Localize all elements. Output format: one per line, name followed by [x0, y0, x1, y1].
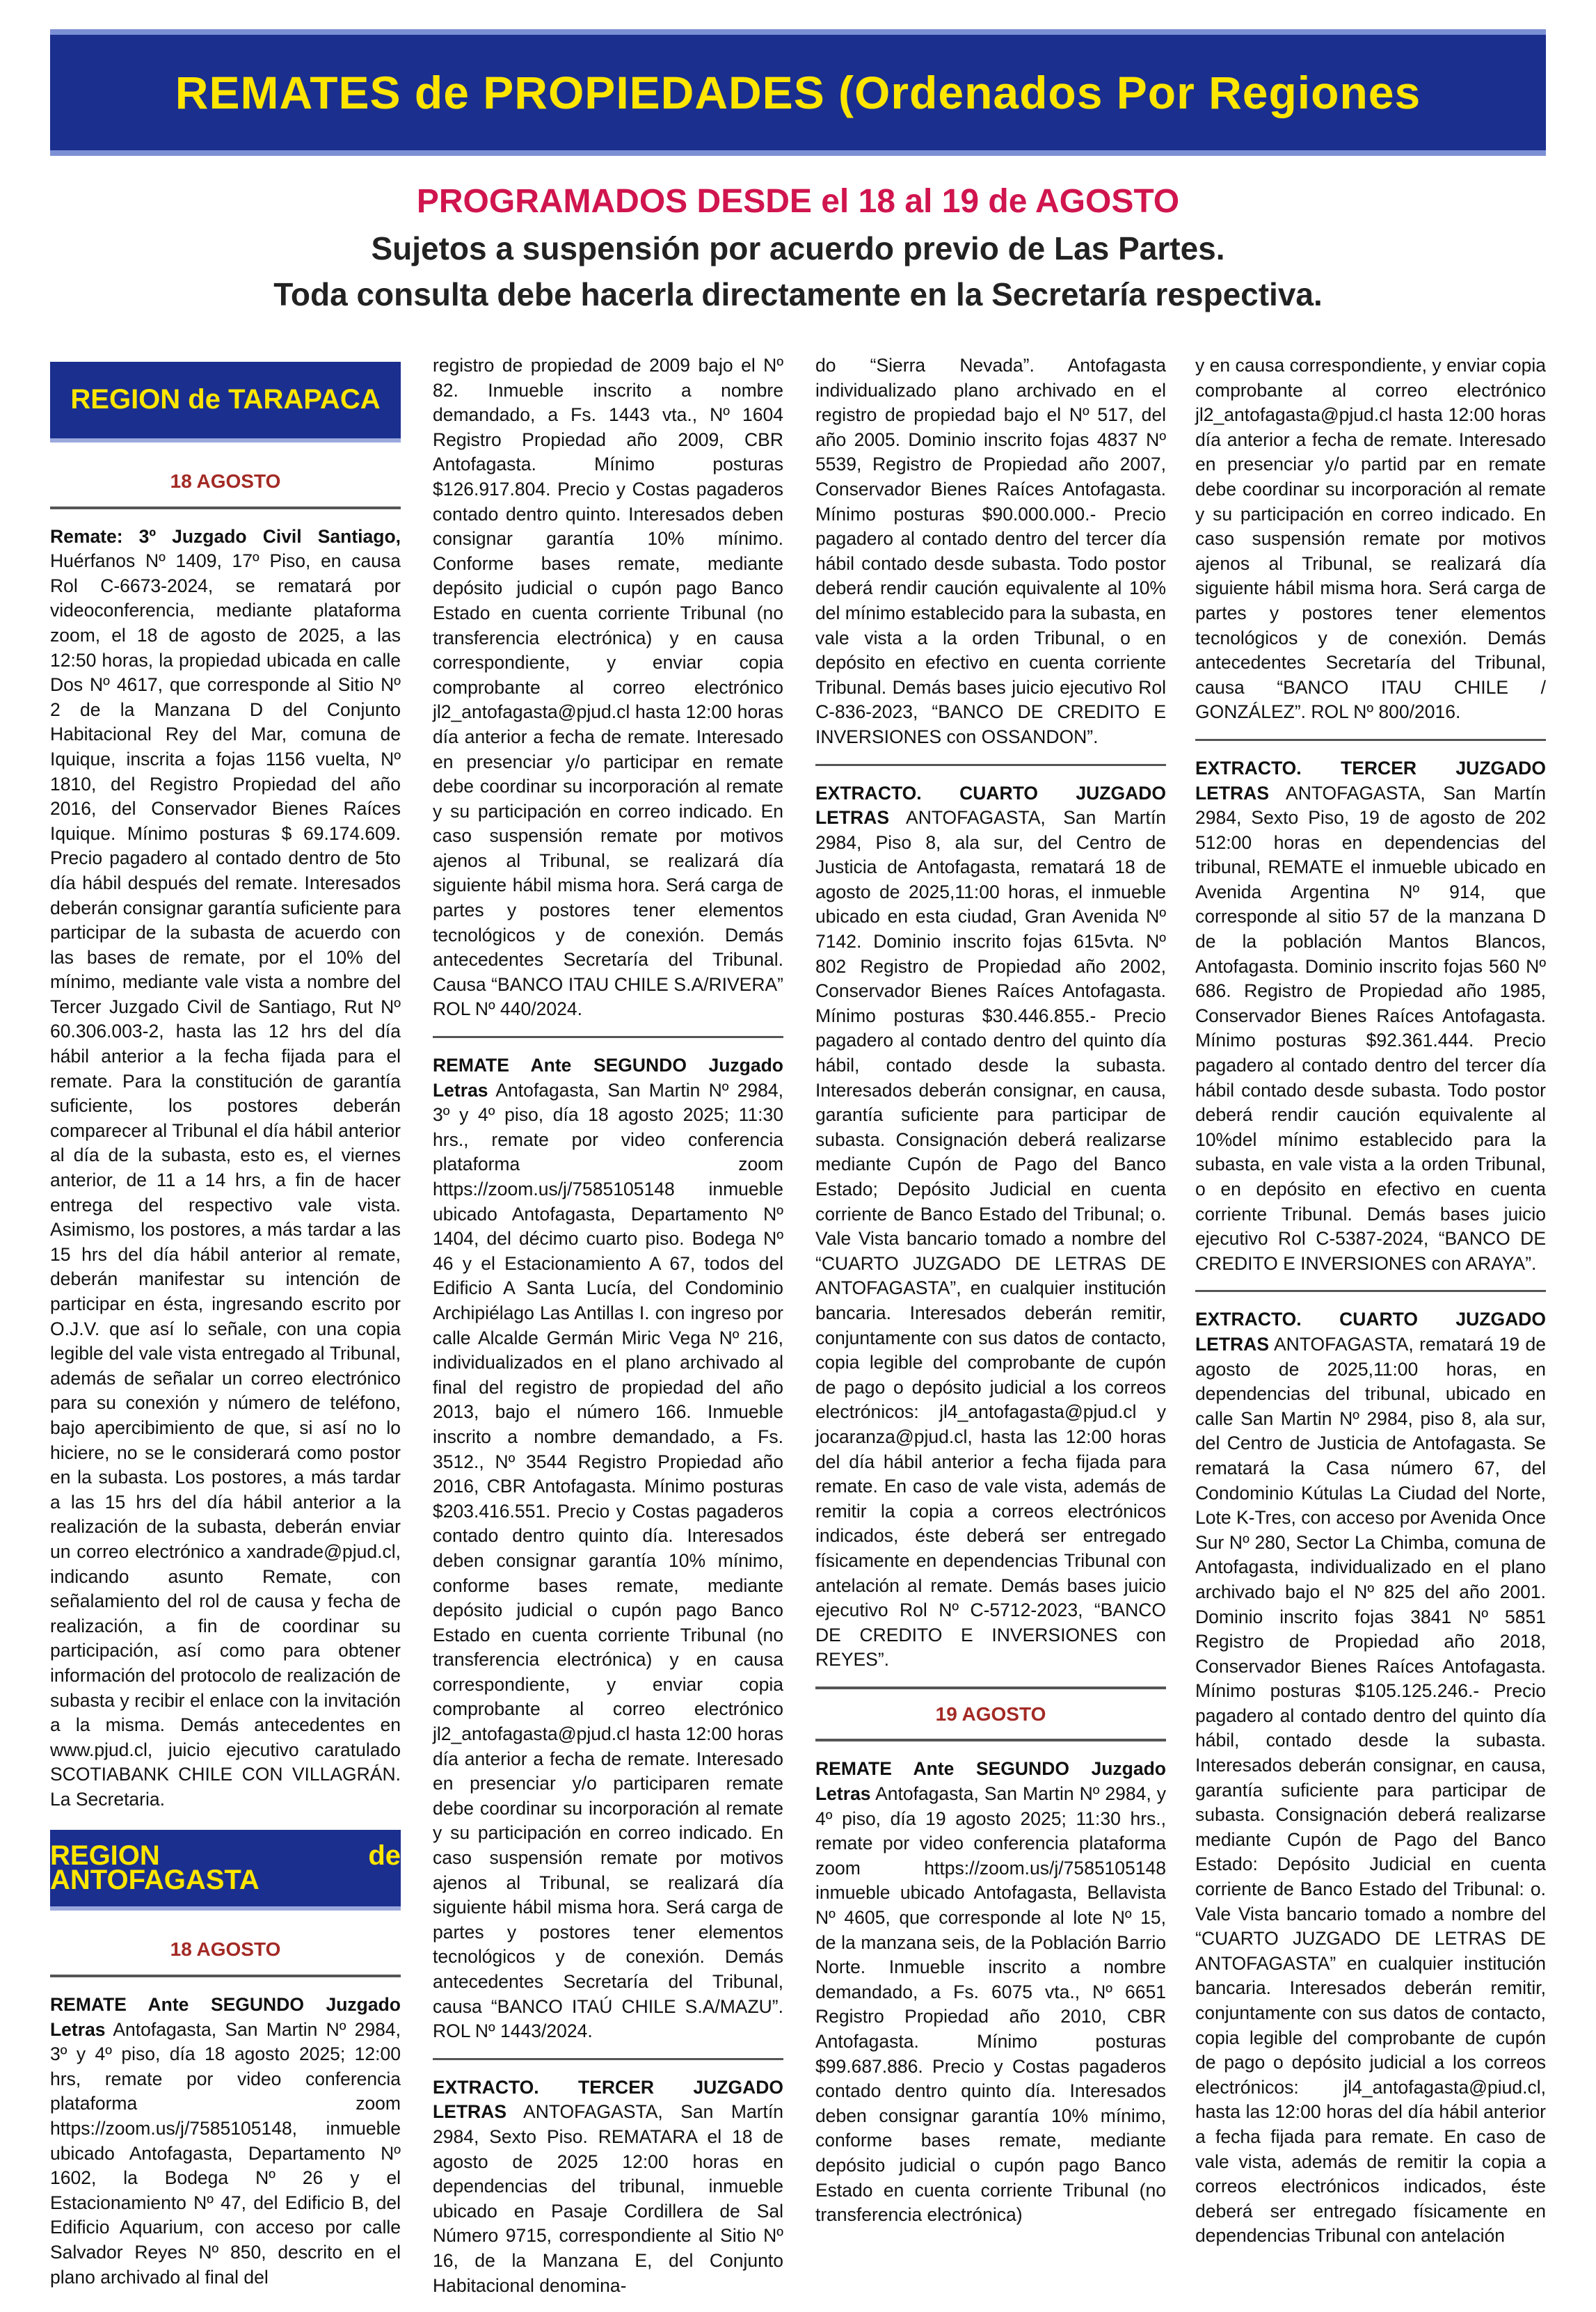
divider: [433, 1036, 783, 1038]
auction-notice: [815, 781, 1166, 1673]
notice-lead: EXTRACTO. CUARTO JUZGADO LETRAS: [1195, 1309, 1546, 1355]
notice-lead: REMATE Ante SEGUNDO Juzgado Letras: [433, 1055, 783, 1101]
date-heading: 18 AGOSTO: [50, 463, 401, 509]
notice-lead: REMATE Ante SEGUNDO Juzgado Letras: [50, 1994, 401, 2040]
notice-body: do “Sierra Nevada”. Antofagasta individualizado plano archivado en el registro de propiedad bajo el Nº 517, del año 2005. Dominio inscrito fojas 4837 Nº 5539, Registro de Propiedad año 2007, Conservador Bienes Raíces Antofagasta. Mínimo posturas $90.000.000.- Precio pagadero al contado dentro del tercer día hábil contado desde subasta. Todo postor deberá rendir caución equivalente al 10% del mínimo establecido para la subasta, en vale vista a la orden Tribunal, o en depósito en efectivo en cuenta corriente Tribunal. Demás bases juicio ejecutivo Rol C-836-2023, “BANCO DE CREDITO E INVERSIONES con OSSANDON”.: [815, 355, 1166, 747]
auction-notice: [50, 525, 401, 1812]
auction-notice: [50, 1993, 401, 2290]
auction-notice: [815, 353, 1166, 750]
divider: [815, 764, 1166, 766]
auction-notice: [1195, 353, 1546, 725]
column-1: [50, 362, 401, 2304]
auction-notice: [1195, 1307, 1546, 2249]
divider: [1195, 739, 1546, 741]
column-2: [433, 353, 783, 2312]
notice-lead: Remate: 3º Juzgado Civil Santiago,: [50, 525, 401, 547]
divider: [433, 2058, 783, 2060]
notice-lead: EXTRACTO. TERCER JUZGADO LETRAS: [433, 2076, 783, 2123]
notice-body: registro de propiedad de 2009 bajo el Nº 82. Inmueble inscrito a nombre demandado, a Fs. 1443 vta., Nº 1604 Registro Propiedad año 2009, CBR Antofagasta. Mínimo posturas $126.917.804. Precio y Costas pagaderos contado dentro quinto. Interesados deben consignar garantía 10% mínimo. Conforme bases remate, mediante depósito judicial o cupón pago Banco Estado en cuenta corriente Tribunal (no transferencia electrónica) y en causa correspondiente, y enviar copia comprobante al correo electrónico jl2_antofagasta@pjud.cl hasta 12:00 horas día anterior a fecha de remate. Interesado en presenciar y/o participar en remate debe coordinar su incorporación al remate y su participación en correo indicado. En caso suspensión remate por motivos ajenos al Tribunal, se realizará día siguiente hábil misma hora. Será carga de partes y postores tener elementos tecnológicos y de conexión. Demás antecedentes Secretaría del Tribunal. Causa “BANCO ITAU CHILE S.A/RIVERA” ROL Nº 440/2024.: [433, 355, 783, 1020]
auction-notice: [433, 2075, 783, 2298]
auction-notice: [433, 1053, 783, 2044]
notice-body: ANTOFAGASTA, rematará 19 de agosto de 2025,11:00 horas, en dependencias del tribunal, ubicado en calle San Martin Nº 2984, piso 8, ala sur, del Centro de Justicia de Antofagasta. Se rematará la Casa número 67, del Condominio Kútulas La Ciudad del Norte, Lote K-Tres, con acceso por Avenida Once Sur Nº 280, Sector La Chimba, comuna de Antofagasta, individualizado en el plano archivado bajo el Nº 825 del año 2001. Dominio inscrito fojas 3841 Nº 5851 Registro de Propiedad año 2018, Conservador Bienes Raíces Antofagasta. Mínimo posturas $105.125.246.- Precio pagadero al contado dentro del quinto día hábil, contado desde la subasta. Interesados deberán consignar, en causa, garantía suficiente para participar de subasta. Consignación deberá realizarse mediante Cupón de Pago del Banco Estado: Depósito Judicial en cuenta corriente de Banco Estado del Tribunal: o. Vale Vista bancario tomado a nombre del “CUARTO JUZGADO DE LETRAS DE ANTOFAGASTA” en cualquier institución bancaria. Interesados deberán remitir, conjuntamente con sus datos de contacto, copia legible del comprobante de cupón de pago o depósito judicial a los correos electrónicos: jl4_antofagasta@piud.cl, hasta las 12:00 horas del día hábil anterior a fecha fijada para remate. En caso de vale vista, además de remitir la copia a correos electrónicos indicados, éste deberá ser entregado físicamente en dependencias Tribunal con antelación: [1195, 1333, 1546, 2247]
date-heading: 19 AGOSTO: [815, 1687, 1166, 1742]
column-4: [1195, 353, 1546, 2263]
date-heading: 18 AGOSTO: [50, 1931, 401, 1977]
notice-body: Antofagasta, San Martin Nº 2984, 3º y 4º piso, día 18 agosto 2025; 12:00 hrs, remate por video conferencia plataforma zoom https://zoom.us/j/7585105148, inmueble ubicado Antofagasta, Departamento Nº 1602, la Bodega Nº 26 y el Estacionamiento Nº 47, del Edificio B, del Edificio Aquarium, con acceso por calle Salvador Reyes Nº 850, descrito en el plano archivado al final del: [50, 2018, 401, 2288]
notice-body: Antofagasta, San Martin Nº 2984, 3º y 4º piso, día 18 agosto 2025; 11:30 hrs., remate por video conferencia plataforma zoom https://zoom.us/j/7585105148 inmueble ubicado Antofagasta, Departamento Nº 1404, del décimo cuarto piso. Bodega Nº 46 y el Estacionamiento A 67, todos del Edificio A Santa Lucía, del Condominio Archipiélago Las Antillas I. con ingreso por calle Alcalde Germán Miric Vega Nº 216, individualizados en el plano archivado al final del registro de propiedad del año 2013, bajo el número 166. Inmueble inscrito a nombre demandado, a Fs. 3512., Nº 3544 Registro Propiedad año 2016, CBR Antofagasta. Mínimo posturas $203.416.551. Precio y Costas pagaderos contado dentro quinto día. Interesados deben consignar garantía 10% mínimo, conforme bases remate, mediante depósito judicial o cupón pago Banco Estado en cuenta corriente Tribunal (no transferencia electrónica) y en causa correspondiente, y enviar copia comprobante al correo electrónico jl2_antofagasta@pjud.cl hasta 12:00 horas día anterior a fecha de remate. Interesado en presenciar y/o participaren remate debe coordinar su incorporación al remate y su participación en correo indicado. En caso suspensión remate por motivos ajenos al Tribunal, se realizará día siguiente hábil misma hora. Será carga de partes y postores tener elementos tecnológicos y de conexión. Demás antecedentes Secretaría del Tribunal, causa “BANCO ITAÚ CHILE S.A/MAZU”. ROL Nº 1443/2024.: [433, 1079, 783, 2042]
notice-body: ANTOFAGASTA, San Martín 2984, Piso 8, ala sur, del Centro de Justicia de Antofagasta, rematará 18 de agosto de 2025,11:00 horas, el inmueble ubicado en esta ciudad, Gran Avenida Nº 7142. Dominio inscrito fojas 615vta. Nº 802 Registro de Propiedad año 2002, Conservador Bienes Raíces Antofagasta. Mínimo posturas $30.446.855.- Precio pagadero al contado dentro del quinto día hábil, contado desde la subasta. Interesados deberán consignar, en causa, garantía suficiente para participar de subasta. Consignación deberá realizarse mediante Cupón de Pago del Banco Estado; Depósito Judicial en cuenta corriente de Banco Estado del Tribunal; o. Vale Vista bancario tomado a nombre del “CUARTO JUZGADO DE LETRAS DE ANTOFAGASTA”, en cualquier institución bancaria. Interesados deberán remitir, conjuntamente con sus datos de contacto, copia legible del comprobante de cupón de pago o depósito judicial a los correos electrónicos: jl4_antofagasta@pjud.cl y jocaranza@pjud.cl, hasta las 12:00 horas del día hábil anterior a fecha fijada para remate. En caso de vale vista, además de remitir la copia a correos electrónicos indicados, éste deberá ser entregado físicamente en dependencias Tribunal con antelación aI remate. Demás bases juicio ejecutivo Rol Nº C-5712-2023, “BANCO DE CREDITO E INVERSIONES con REYES”.: [815, 807, 1166, 1671]
notice-lead: EXTRACTO. CUARTO JUZGADO LETRAS: [815, 782, 1166, 829]
consultation-notice: Toda consulta debe hacerla directamente en la Secretaría respectiva.: [273, 276, 1323, 312]
divider: [1195, 1290, 1546, 1292]
notice-body: Huérfanos Nº 1409, 17º Piso, en causa Rol C-6673-2024, se rematará por videoconferencia, mediante plataforma zoom, el 18 de agosto de 2025, a las 12:50 horas, la propiedad ubicada en calle Dos Nº 4617, que corresponde al Sitio Nº 2 de la Manzana D del Conjunto Habitacional Rey del Mar, comuna de Iquique, inscrita a fojas 1156 vuelta, Nº 1810, del Registro Propiedad del año 2016, del Conservador Bienes Raíces Iquique. Mínimo posturas $ 69.174.609. Precio pagadero al contado dentro de 5to día hábil después del remate. Interesados deberán consignar garantía suficiente para participar de la subasta de acuerdo con las bases de remate, por el 10% del mínimo, mediante vale vista a nombre del Tercer Juzgado Civil de Santiago, Rut Nº 60.306.003-2, hasta las 12 hrs del día hábil anterior a la fecha fijada para el remate. Para la constitución de garantía suficiente, los postores deberán comparecer al Tribunal el día hábil anterior al día de la subasta, esto es, el viernes anterior, de 11 a 14 hrs, a fin de hacer entrega del respectivo vale vista. Asimismo, los postores, a más tardar a las 15 hrs del día hábil anterior al remate, deberán manifestar su intención de participar en ésta, ingresando escrito por O.J.V. que así lo señale, con una copia legible del vale vista entregado al Tribunal, además de señalar un correo electrónico para su conexión y número de teléfono, bajo apercibimiento de que, si así no lo hiciere, no se le considerará como postor en la subasta. Los postores, a más tardar a las 15 hrs del día hábil anterior a la realización de la subasta, deberán enviar un correo electrónico a xandrade@pjud.cl, indicando asunto Remate, con señalamiento del rol de causa y fecha de realización, a fin de coordinar su participación, así como para obtener información del protocolo de realización de subasta y recibir el enlace con la invitación a la misma. Demás antecedentes en www.pjud.cl, juicio ejecutivo caratulado SCOTIABANK CHILE CON VILLAGRÁN. La Secretaria.: [50, 550, 401, 1810]
suspension-notice: Sujetos a suspensión por acuerdo previo de Las Partes.: [371, 230, 1225, 266]
region-title: REGION de ANTOFAGASTA: [50, 1840, 401, 1896]
notice-body: y en causa correspondiente, y enviar copia comprobante al correo electrónico jl2_antofagasta@pjud.cl hasta 12:00 horas día anterior a fecha de remate. Interesado en presenciar y/o partid par en remate debe coordinar su incorporación al remate y su participación en correo indicado. En caso suspensión remate por motivos ajenos al Tribunal, se realizará día siguiente hábil misma hora. Será carga de partes y postores tener elementos tecnológicos y de conexión. Demás antecedentes Secretaría del Tribunal, causa “BANCO ITAU CHILE / GONZÁLEZ”. ROL Nº 800/2016.: [1195, 355, 1546, 723]
notice-body: ANTOFAGASTA, San Martín 2984, Sexto Piso. REMATARA el 18 de agosto de 2025 12:00 horas en dependencias del tribunal, inmueble ubicado en Pasaje Cordillera de Sal Número 9715, correspondiente al Sitio Nº 16, de la Manzana E, del Conjunto Habitacional denomina-: [433, 2101, 783, 2296]
auction-notice: [433, 353, 783, 1022]
auction-notice: [815, 1757, 1166, 2227]
page-title: REMATES de PROPIEDADES (Ordenados Por Regiones: [175, 67, 1421, 118]
region-header-tarapaca: [50, 362, 401, 443]
column-3: [815, 353, 1166, 2242]
region-header-antofagasta: [50, 1830, 401, 1911]
notice-body: Antofagasta, San Martin Nº 2984, y 4º piso, día 19 agosto 2025; 11:30 hrs., remate por video conferencia plataforma zoom https://zoom.us/j/7585105148 inmueble ubicado Antofagasta, Bellavista Nº 4605, que corresponde al lote Nº 15, de la manzana seis, de la Población Barrio Norte. Inmueble inscrito a nombre demandado, a Fs. 6075 vta., Nº 6651 Registro Propiedad año 2010, CBR Antofagasta. Mínimo posturas $99.687.886. Precio y Costas pagaderos contado dentro quinto día. Interesados deben consignar garantía 10% mínimo, conforme bases remate, mediante depósito judicial o cupón pago Banco Estado en cuenta corriente Tribunal (no transferencia electrónica): [815, 1783, 1166, 2226]
header-banner: [50, 29, 1546, 156]
notice-body: ANTOFAGASTA, San Martín 2984, Sexto Piso, 19 de agosto de 202 512:00 horas en dependencias del tribunal, REMATE el inmueble ubicado en Avenida Argentina Nº 914, que corresponde al sitio 57 de la manzana D de la población Mantos Blancos, Antofagasta. Dominio inscrito fojas 560 Nº 686. Registro de Propiedad año 1985, Conservador Bienes Raíces Antofagasta. Mínimo posturas $92.361.444. Precio pagadero al contado dentro del tercer día hábil contado desde subasta. Todo postor deberá rendir caución equivalente al 10%del mínimo establecido para la subasta, en vale vista a la orden Tribunal, o en depósito en efectivo en cuenta corriente Tribunal. Demás bases juicio ejecutivo Rol C-5387-2024, “BANCO DE CREDITO E INVERSIONES con ARAYA”.: [1195, 782, 1546, 1274]
auction-notice: [1195, 756, 1546, 1276]
schedule-dates: PROGRAMADOS DESDE el 18 al 19 de AGOSTO: [416, 183, 1180, 220]
notice-lead: REMATE Ante SEGUNDO Juzgado Letras: [815, 1758, 1166, 1805]
notice-lead: EXTRACTO. TERCER JUZGADO LETRAS: [1195, 757, 1546, 804]
region-title: REGION de TARAPACA: [70, 384, 381, 415]
